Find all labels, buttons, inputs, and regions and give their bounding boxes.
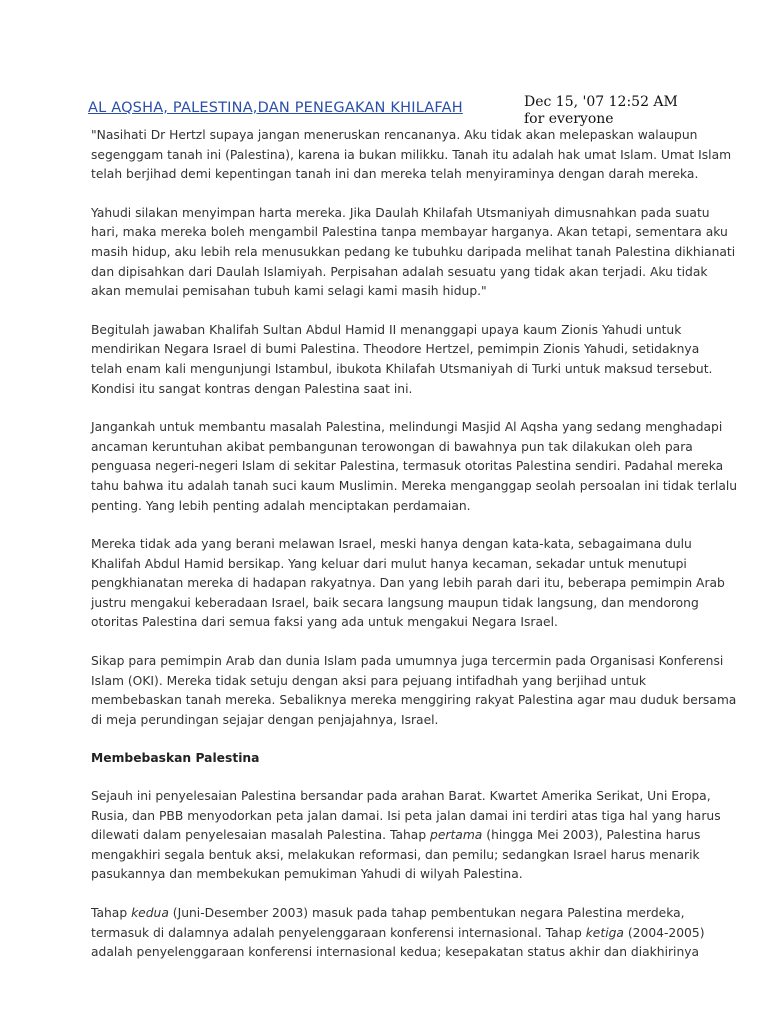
post-date: Dec 15, '07 12:52 AM bbox=[524, 94, 678, 110]
text-line: hari, maka mereka boleh mengambil Palestina tanpa membayar harganya. Akan tetapi, sementara aku bbox=[91, 225, 728, 240]
text-line: di meja perundingan sejajar dengan penjajahnya, Israel. bbox=[91, 712, 439, 727]
text-line: mendirikan Negara Israel di bumi Palestina. Theodore Hertzel, pemimpin Zionis Yahudi, setidaknya bbox=[91, 342, 700, 357]
paragraph-6 bbox=[91, 652, 737, 730]
paragraph-3 bbox=[91, 321, 713, 399]
text-line: tahu bahwa itu adalah tanah suci kaum Muslimin. Mereka menganggap seolah persoalan ini tidak terlalu bbox=[91, 478, 738, 493]
italic-term: pertama bbox=[430, 828, 483, 843]
text-line: penting. Yang lebih penting adalah menciptakan perdamaian. bbox=[91, 498, 471, 513]
text-line: telah berjihad demi kepentingan tanah ini dan mereka telah menyiraminya dengan darah mereka. bbox=[91, 167, 699, 182]
text-line: Jangankah untuk membantu masalah Palestina, melindungi Masjid Al Aqsha yang sedang menghadapi bbox=[91, 420, 723, 435]
text-fragment: (Juni-Desember 2003) masuk pada tahap pembentukan negara Palestina merdeka, bbox=[168, 906, 685, 920]
text-line bbox=[91, 904, 685, 924]
text-line: masih hidup, aku lebih rela menusukkan pedang ke tubuhku daripada melihat tanah Palestina dikhianati bbox=[91, 244, 736, 259]
article-body bbox=[91, 126, 738, 982]
text-line bbox=[91, 924, 705, 944]
text-fragment: Tahap bbox=[91, 906, 132, 920]
text-fragment: dilewati dalam penyelesaian masalah Palestina. Tahap bbox=[91, 828, 431, 843]
text-line: "Nasihati Dr Hertzl supaya jangan meneruskan rencananya. Aku tidak akan melepaskan walaupun bbox=[91, 128, 698, 142]
italic-term: ketiga bbox=[585, 925, 624, 940]
text-fragment: (hingga Mei 2003), Palestina harus bbox=[482, 828, 701, 843]
paragraph-5 bbox=[91, 535, 725, 633]
text-line: membebaskan tanah mereka. Sebaliknya mereka menggiring rakyat Palestina agar mau duduk bersama bbox=[91, 693, 737, 708]
paragraph-4 bbox=[91, 418, 738, 516]
text-fragment: (2004-2005) bbox=[623, 925, 705, 940]
text-line: justru mengakui keberadaan Israel, baik secara langsung maupun tidak langsung, dan mendorong bbox=[91, 595, 699, 610]
article-title-link[interactable]: AL AQSHA, PALESTINA,DAN PENEGAKAN KHILAFAH bbox=[88, 100, 463, 116]
text-line: Begitulah jawaban Khalifah Sultan Abdul Hamid II menanggapi upaya kaum Zionis Yahudi untuk bbox=[91, 322, 682, 337]
text-line: pengkhianatan mereka di hadapan rakyatnya. Dan yang lebih parah dari itu, beberapa pemimpin Arab bbox=[91, 576, 725, 591]
text-line: Islam (OKI). Mereka tidak setuju dengan aksi para pejuang intifadhah yang berjihad untuk bbox=[91, 673, 647, 688]
text-line: Sejauh ini penyelesaian Palestina bersandar pada arahan Barat. Kwartet Amerika Serikat, Uni Eropa, bbox=[91, 789, 711, 804]
text-line: Mereka tidak ada yang berani melawan Israel, meski hanya dengan kata-kata, sebagaimana dulu bbox=[91, 537, 692, 552]
text-line: segenggam tanah ini (Palestina), karena ia bukan milikku. Tanah itu adalah hak umat Islam. Umat Islam bbox=[91, 147, 732, 162]
text-line: dan dipisahkan dari Daulah Islamiyah. Perpisahan adalah sesuatu yang tidak akan terjadi. Aku tidak bbox=[91, 264, 708, 279]
text-line: pasukannya dan membekukan pemukiman Yahudi di wilyah Palestina. bbox=[91, 867, 523, 882]
italic-term: kedua bbox=[131, 906, 169, 920]
text-line: Kondisi itu sangat kontras dengan Palestina saat ini. bbox=[91, 381, 413, 396]
text-line bbox=[91, 826, 701, 846]
visibility-label: for everyone bbox=[524, 111, 614, 127]
text-line: Khalifah Abdul Hamid bersikap. Yang keluar dari mulut hanya kecaman, sekadar untuk menutupi bbox=[91, 556, 687, 571]
text-fragment: termasuk di dalamnya adalah penyelenggaraan konferensi internasional. Tahap bbox=[91, 925, 586, 940]
section-heading: Membebaskan Palestina bbox=[91, 751, 260, 766]
text-line: Sikap para pemimpin Arab dan dunia Islam pada umumnya juga tercermin pada Organisasi Konferensi bbox=[91, 654, 724, 669]
text-line: ancaman keruntuhan akibat pembangunan terowongan di bawahnya pun tak dilakukan oleh para bbox=[91, 439, 693, 454]
section-paragraph-1 bbox=[91, 787, 721, 885]
text-line: penguasa negeri-negeri Islam di sekitar Palestina, termasuk otoritas Palestina sendiri. Padahal mereka bbox=[91, 459, 724, 474]
text-line: adalah penyelenggaraan konferensi internasional kedua; kesepakatan status akhir dan diakhirinya bbox=[91, 945, 700, 960]
text-line: akan memulai pemisahan tubuh kami selagi kami masih hidup." bbox=[91, 284, 487, 299]
paragraph-quote-1 bbox=[91, 126, 732, 185]
section-paragraph-2 bbox=[91, 904, 705, 963]
text-line: Yahudi silakan menyimpan harta mereka. Jika Daulah Khilafah Utsmaniyah dimusnahkan pada suatu bbox=[91, 205, 710, 220]
text-line: Rusia, dan PBB menyodorkan peta jalan damai. Isi peta jalan damai ini terdiri atas tiga hal yang harus bbox=[91, 808, 721, 823]
text-line: telah enam kali mengunjungi Istambul, ibukota Khilafah Utsmaniyah di Turki untuk maksud tersebut. bbox=[91, 361, 713, 376]
paragraph-quote-2 bbox=[91, 204, 736, 302]
article-meta bbox=[524, 94, 678, 128]
text-line: mengakhiri segala bentuk aksi, melakukan reformasi, dan pemilu; sedangkan Israel harus menarik bbox=[91, 847, 700, 862]
text-line: otoritas Palestina dari semua faksi yang ada untuk mengakui Negara Israel. bbox=[91, 615, 558, 630]
